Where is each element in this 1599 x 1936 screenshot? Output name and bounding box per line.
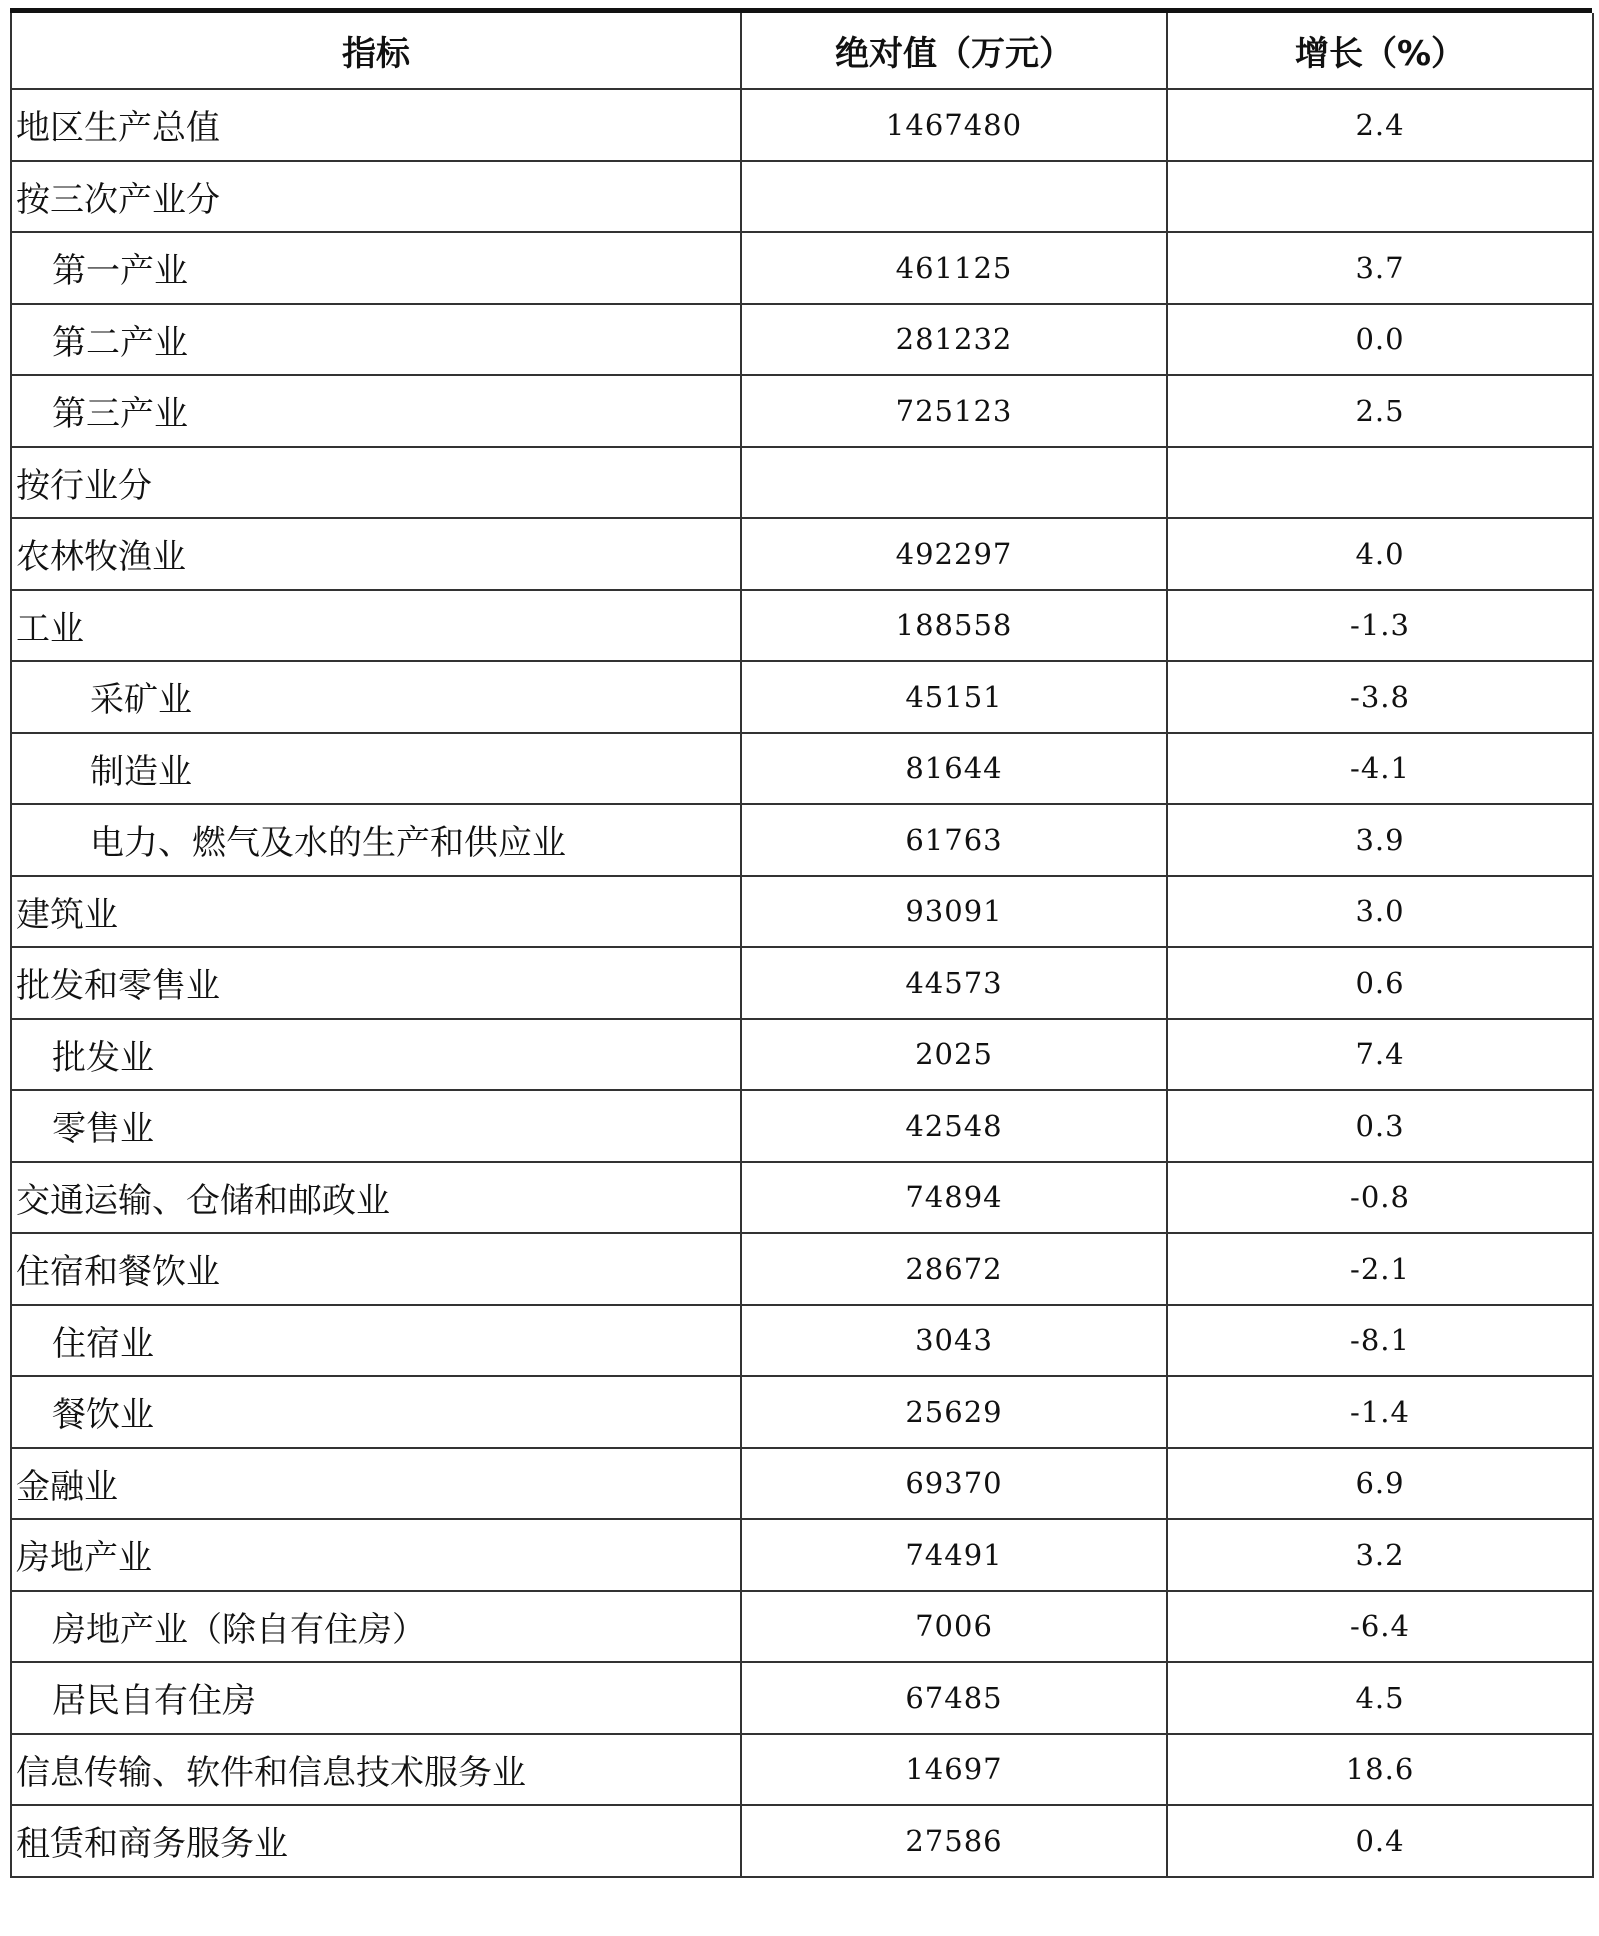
table-row xyxy=(11,1090,1593,1162)
row-growth: 2.4 xyxy=(1167,89,1593,161)
table-row xyxy=(11,1162,1593,1234)
row-growth xyxy=(1167,447,1593,519)
row-indicator: 第二产业 xyxy=(11,304,741,376)
row-indicator: 工业 xyxy=(11,590,741,662)
row-growth: 0.4 xyxy=(1167,1805,1593,1877)
row-growth: 0.6 xyxy=(1167,947,1593,1019)
row-growth: 3.0 xyxy=(1167,876,1593,948)
table-row xyxy=(11,161,1593,233)
table-row xyxy=(11,661,1593,733)
table-row xyxy=(11,1305,1593,1377)
table-row xyxy=(11,232,1593,304)
row-value: 28672 xyxy=(741,1233,1167,1305)
row-value: 188558 xyxy=(741,590,1167,662)
row-growth: -6.4 xyxy=(1167,1591,1593,1663)
row-indicator: 零售业 xyxy=(11,1090,741,1162)
table-row xyxy=(11,1233,1593,1305)
row-indicator: 餐饮业 xyxy=(11,1376,741,1448)
row-indicator: 房地产业（除自有住房） xyxy=(11,1591,741,1663)
row-indicator: 住宿和餐饮业 xyxy=(11,1233,741,1305)
table-row xyxy=(11,947,1593,1019)
row-value: 461125 xyxy=(741,232,1167,304)
row-growth: -2.1 xyxy=(1167,1233,1593,1305)
table-row xyxy=(11,1805,1593,1877)
header-indicator: 指标 xyxy=(11,13,741,89)
table-row xyxy=(11,1734,1593,1806)
row-growth: 4.0 xyxy=(1167,518,1593,590)
row-value: 25629 xyxy=(741,1376,1167,1448)
row-value: 27586 xyxy=(741,1805,1167,1877)
row-value xyxy=(741,161,1167,233)
table-row xyxy=(11,590,1593,662)
row-value: 7006 xyxy=(741,1591,1167,1663)
row-value: 67485 xyxy=(741,1662,1167,1734)
row-value xyxy=(741,447,1167,519)
row-indicator: 地区生产总值 xyxy=(11,89,741,161)
row-growth: -1.3 xyxy=(1167,590,1593,662)
table-row xyxy=(11,733,1593,805)
row-value: 42548 xyxy=(741,1090,1167,1162)
row-indicator: 交通运输、仓储和邮政业 xyxy=(11,1162,741,1234)
row-indicator: 租赁和商务服务业 xyxy=(11,1805,741,1877)
row-growth: 18.6 xyxy=(1167,1734,1593,1806)
row-indicator: 金融业 xyxy=(11,1448,741,1520)
gdp-table xyxy=(10,13,1594,1878)
row-growth: -4.1 xyxy=(1167,733,1593,805)
row-value: 725123 xyxy=(741,375,1167,447)
row-growth: 3.2 xyxy=(1167,1519,1593,1591)
row-value: 3043 xyxy=(741,1305,1167,1377)
table-row xyxy=(11,518,1593,590)
header-growth: 增长（%） xyxy=(1167,13,1593,89)
row-growth: 0.3 xyxy=(1167,1090,1593,1162)
row-indicator: 批发业 xyxy=(11,1019,741,1091)
row-value: 74894 xyxy=(741,1162,1167,1234)
row-value: 14697 xyxy=(741,1734,1167,1806)
table-row xyxy=(11,1448,1593,1520)
row-value: 61763 xyxy=(741,804,1167,876)
table-row xyxy=(11,1662,1593,1734)
row-growth: 3.7 xyxy=(1167,232,1593,304)
table-row xyxy=(11,447,1593,519)
row-indicator: 批发和零售业 xyxy=(11,947,741,1019)
row-growth: 4.5 xyxy=(1167,1662,1593,1734)
row-value: 1467480 xyxy=(741,89,1167,161)
header-value: 绝对值（万元） xyxy=(741,13,1167,89)
row-value: 45151 xyxy=(741,661,1167,733)
row-indicator: 住宿业 xyxy=(11,1305,741,1377)
row-indicator: 按行业分 xyxy=(11,447,741,519)
table-row xyxy=(11,876,1593,948)
row-indicator: 房地产业 xyxy=(11,1519,741,1591)
row-value: 81644 xyxy=(741,733,1167,805)
row-value: 93091 xyxy=(741,876,1167,948)
row-growth: -0.8 xyxy=(1167,1162,1593,1234)
row-growth: 0.0 xyxy=(1167,304,1593,376)
table-row xyxy=(11,89,1593,161)
row-indicator: 电力、燃气及水的生产和供应业 xyxy=(11,804,741,876)
row-value: 492297 xyxy=(741,518,1167,590)
row-value: 44573 xyxy=(741,947,1167,1019)
row-value: 69370 xyxy=(741,1448,1167,1520)
row-indicator: 居民自有住房 xyxy=(11,1662,741,1734)
row-growth: 7.4 xyxy=(1167,1019,1593,1091)
row-indicator: 制造业 xyxy=(11,733,741,805)
row-indicator: 农林牧渔业 xyxy=(11,518,741,590)
row-growth xyxy=(1167,161,1593,233)
table-row xyxy=(11,1591,1593,1663)
row-value: 281232 xyxy=(741,304,1167,376)
table-row xyxy=(11,375,1593,447)
table-header-row xyxy=(11,13,1593,89)
row-growth: -8.1 xyxy=(1167,1305,1593,1377)
table-row xyxy=(11,1019,1593,1091)
table-row xyxy=(11,304,1593,376)
row-indicator: 建筑业 xyxy=(11,876,741,948)
table-body xyxy=(11,89,1593,1877)
table-row xyxy=(11,1519,1593,1591)
row-indicator: 第三产业 xyxy=(11,375,741,447)
row-growth: 2.5 xyxy=(1167,375,1593,447)
row-growth: 6.9 xyxy=(1167,1448,1593,1520)
row-indicator: 采矿业 xyxy=(11,661,741,733)
row-value: 74491 xyxy=(741,1519,1167,1591)
row-value: 2025 xyxy=(741,1019,1167,1091)
row-growth: -1.4 xyxy=(1167,1376,1593,1448)
row-growth: 3.9 xyxy=(1167,804,1593,876)
row-indicator: 第一产业 xyxy=(11,232,741,304)
row-indicator: 按三次产业分 xyxy=(11,161,741,233)
row-growth: -3.8 xyxy=(1167,661,1593,733)
table-row xyxy=(11,804,1593,876)
row-indicator: 信息传输、软件和信息技术服务业 xyxy=(11,1734,741,1806)
table-row xyxy=(11,1376,1593,1448)
